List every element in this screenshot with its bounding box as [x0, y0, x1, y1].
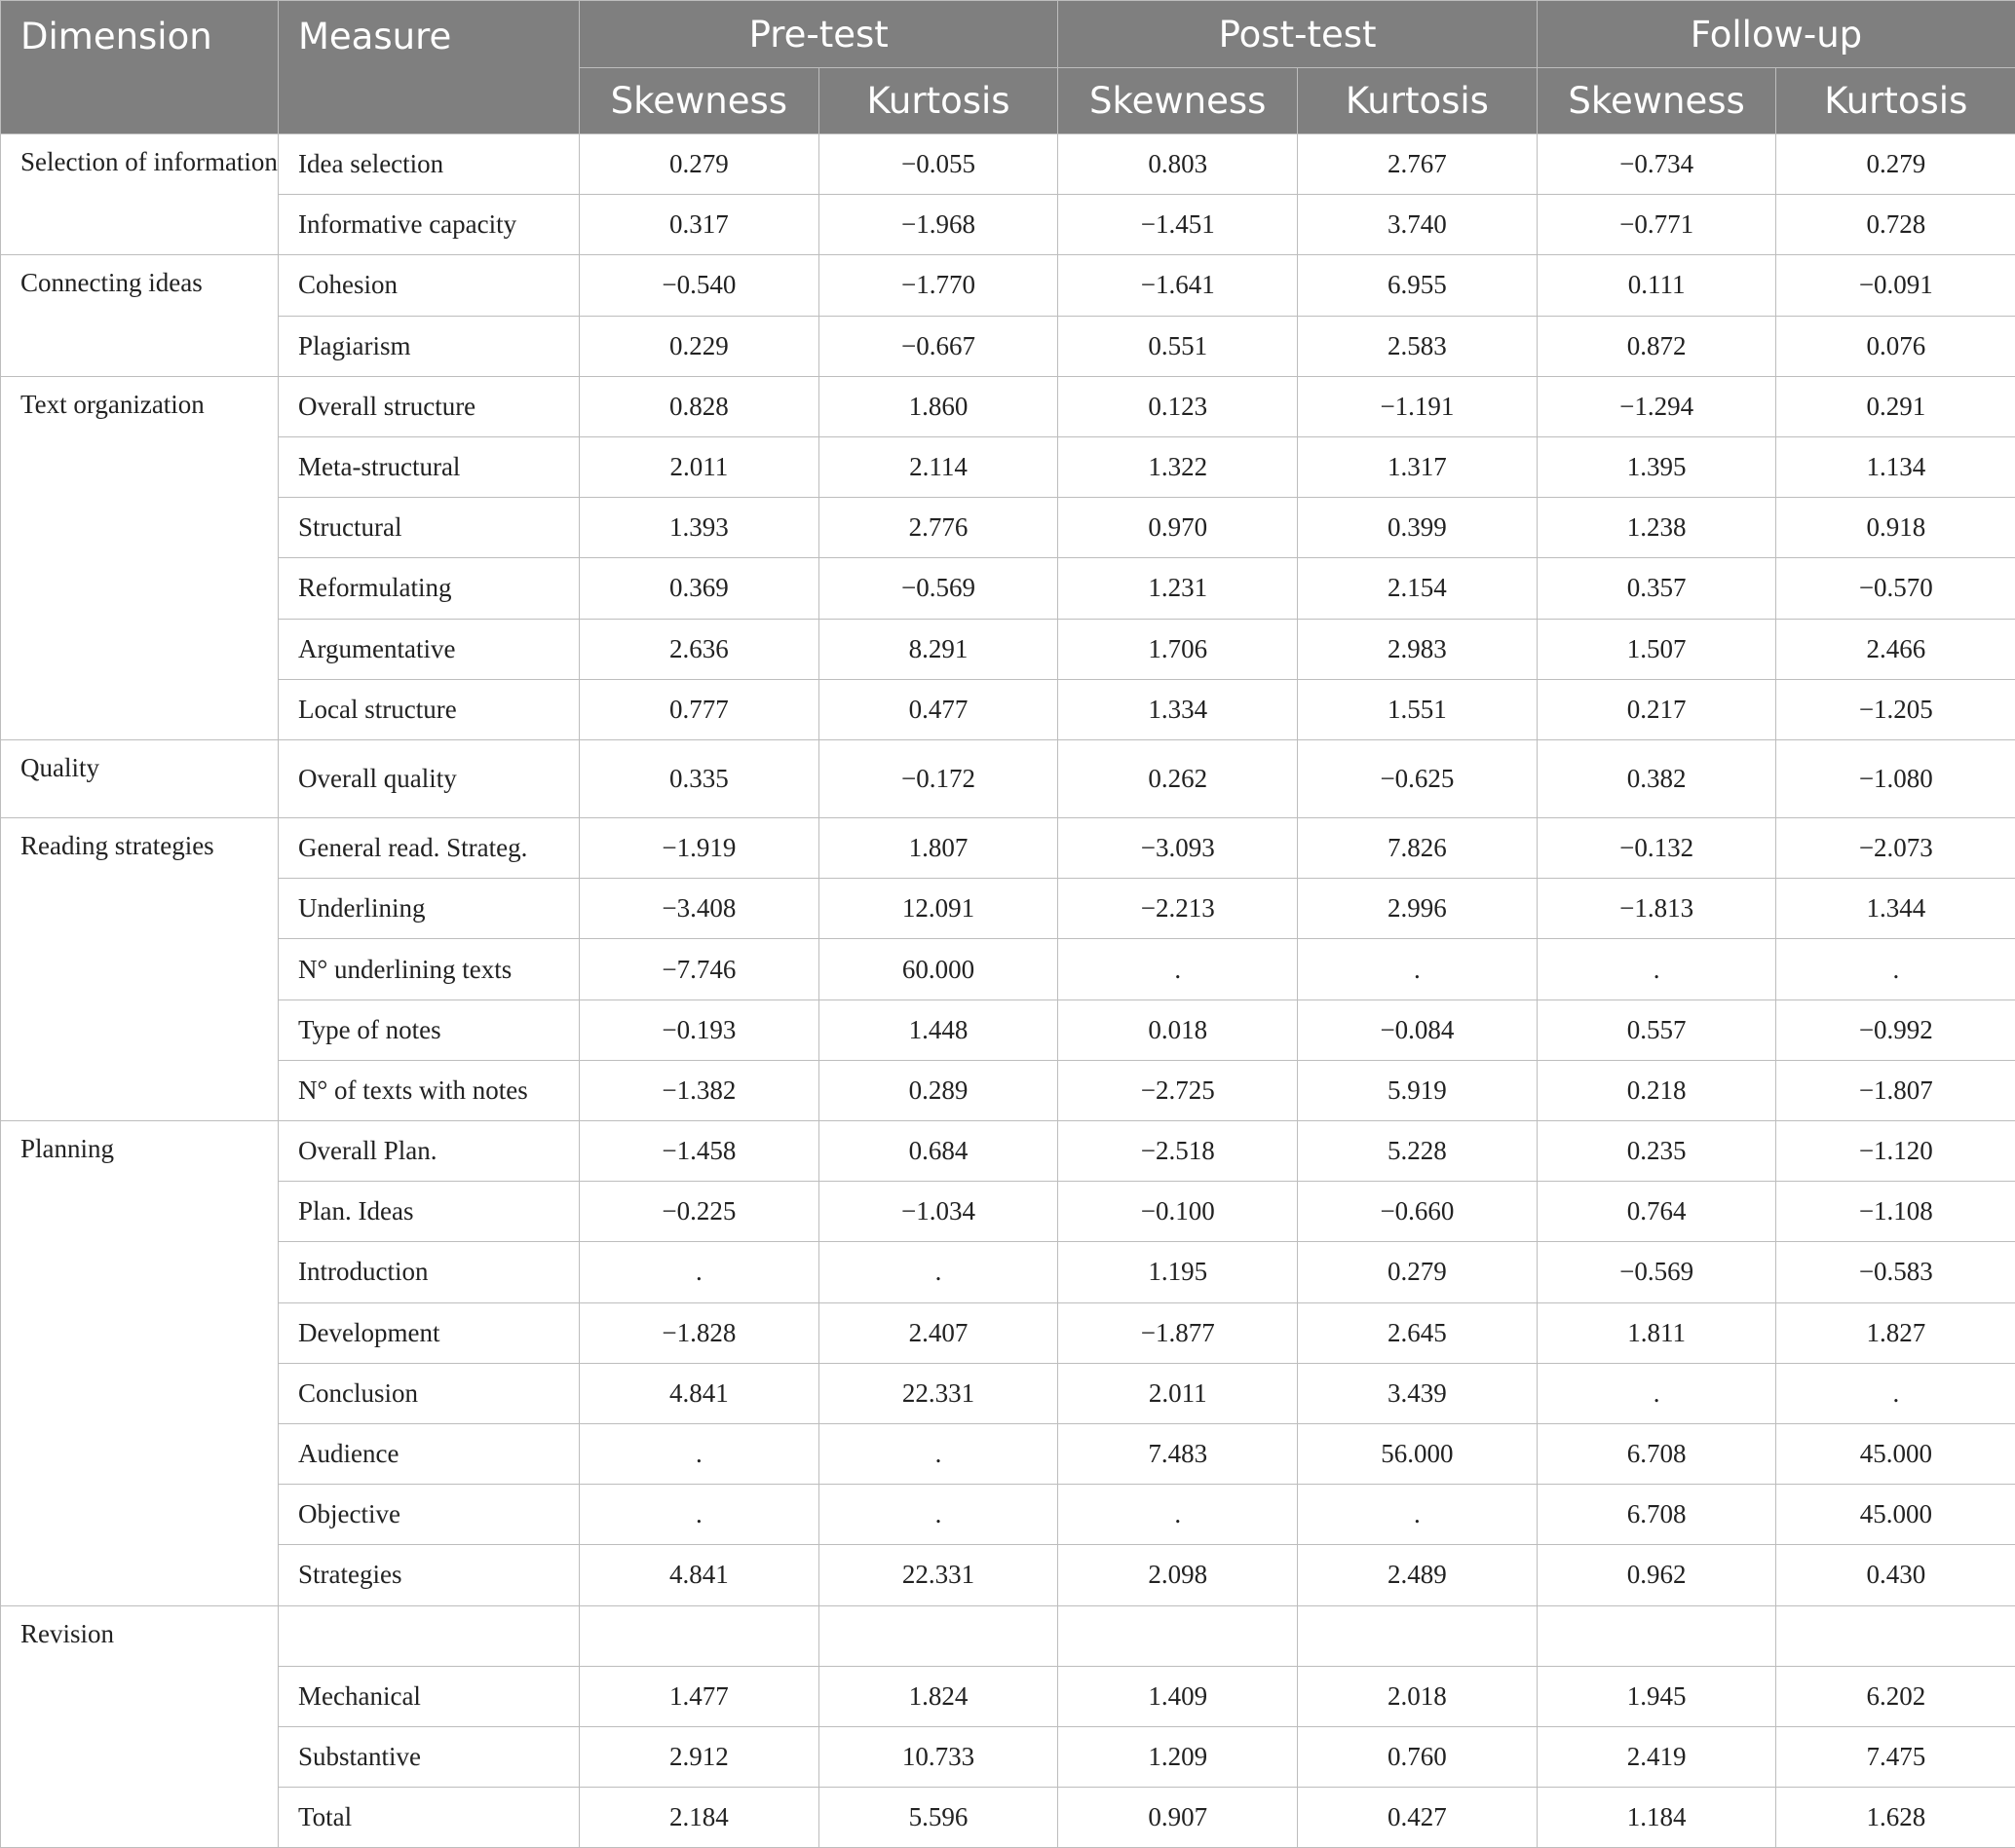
value-cell: −0.734 [1537, 134, 1776, 195]
value-cell: −1.120 [1776, 1121, 2015, 1182]
value-cell [818, 1605, 1058, 1666]
table-row [1, 1060, 2015, 1120]
value-cell: −0.193 [580, 999, 819, 1060]
value-cell: −2.213 [1058, 879, 1298, 939]
value-cell: 0.551 [1058, 316, 1298, 376]
value-cell: −1.813 [1537, 879, 1776, 939]
table-row [1, 939, 2015, 999]
value-cell [580, 1605, 819, 1666]
value-cell: −1.451 [1058, 195, 1298, 255]
measure-cell: Plagiarism [279, 316, 580, 376]
value-cell: 1.134 [1776, 436, 2015, 497]
table-row [1, 1726, 2015, 1787]
measure-cell: Overall Plan. [279, 1121, 580, 1182]
value-cell: 7.475 [1776, 1726, 2015, 1787]
value-cell: −0.172 [818, 739, 1058, 817]
value-cell: 1.945 [1537, 1666, 1776, 1726]
table-row [1, 436, 2015, 497]
value-cell: 3.740 [1298, 195, 1538, 255]
table-row [1, 1605, 2015, 1666]
value-cell: 1.195 [1058, 1242, 1298, 1302]
value-cell: 5.596 [818, 1788, 1058, 1848]
value-cell: −0.091 [1776, 255, 2015, 316]
measure-cell: Structural [279, 498, 580, 558]
value-cell: . [1298, 939, 1538, 999]
value-cell: 1.811 [1537, 1302, 1776, 1363]
table-row [1, 498, 2015, 558]
measure-cell: Informative capacity [279, 195, 580, 255]
measure-cell: Cohesion [279, 255, 580, 316]
value-cell: −1.080 [1776, 739, 2015, 817]
measure-cell: N° of texts with notes [279, 1060, 580, 1120]
measure-cell: Type of notes [279, 999, 580, 1060]
value-cell: 0.962 [1537, 1545, 1776, 1605]
value-cell: 1.393 [580, 498, 819, 558]
table-row [1, 1302, 2015, 1363]
measure-cell: Mechanical [279, 1666, 580, 1726]
table-row [1, 818, 2015, 879]
value-cell: 0.777 [580, 679, 819, 739]
value-cell: −1.108 [1776, 1182, 2015, 1242]
header-group-post-test: Post-test [1058, 1, 1537, 68]
value-cell: . [1058, 939, 1298, 999]
value-cell: 0.399 [1298, 498, 1538, 558]
dimension-label: Planning [20, 1124, 278, 1174]
table-row [1, 195, 2015, 255]
value-cell [1537, 1605, 1776, 1666]
table-row [1, 1485, 2015, 1545]
table-row [1, 1363, 2015, 1423]
value-cell: −1.919 [580, 818, 819, 879]
value-cell: −7.746 [580, 939, 819, 999]
value-cell: 7.826 [1298, 818, 1538, 879]
value-cell: −0.660 [1298, 1182, 1538, 1242]
value-cell: 0.760 [1298, 1726, 1538, 1787]
value-cell: −3.093 [1058, 818, 1298, 879]
value-cell: −0.132 [1537, 818, 1776, 879]
value-cell: 5.919 [1298, 1060, 1538, 1120]
value-cell: 1.317 [1298, 436, 1538, 497]
measure-cell: Audience [279, 1423, 580, 1484]
header-group-pre-test: Pre-test [580, 1, 1058, 68]
value-cell: 0.728 [1776, 195, 2015, 255]
header-measure: Measure [279, 1, 580, 134]
dimension-label: Connecting ideas [20, 258, 278, 308]
value-cell: 0.235 [1537, 1121, 1776, 1182]
measure-cell: Total [279, 1788, 580, 1848]
value-cell: 1.706 [1058, 619, 1298, 679]
value-cell: 0.803 [1058, 134, 1298, 195]
value-cell: . [818, 1423, 1058, 1484]
value-cell: 2.419 [1537, 1726, 1776, 1787]
header-sub-kurtosis: Kurtosis [1298, 68, 1538, 134]
measure-cell: Overall structure [279, 376, 580, 436]
value-cell: 2.996 [1298, 879, 1538, 939]
dimension-cell [1, 818, 279, 1121]
value-cell: 0.557 [1537, 999, 1776, 1060]
table-row [1, 1182, 2015, 1242]
value-cell: 0.229 [580, 316, 819, 376]
dimension-cell [1, 255, 279, 376]
value-cell: −0.569 [818, 558, 1058, 619]
header-sub-kurtosis: Kurtosis [1776, 68, 2015, 134]
value-cell: . [818, 1242, 1058, 1302]
value-cell: −2.073 [1776, 818, 2015, 879]
value-cell: −1.807 [1776, 1060, 2015, 1120]
dimension-cell [1, 134, 279, 255]
dimension-label: Quality [20, 743, 278, 793]
value-cell: 22.331 [818, 1363, 1058, 1423]
value-cell: 22.331 [818, 1545, 1058, 1605]
table-row [1, 999, 2015, 1060]
value-cell: 0.217 [1537, 679, 1776, 739]
table-row [1, 558, 2015, 619]
measure-cell: General read. Strateg. [279, 818, 580, 879]
value-cell: 2.018 [1298, 1666, 1538, 1726]
value-cell: 0.111 [1537, 255, 1776, 316]
dimension-cell [1, 1121, 279, 1606]
value-cell: 1.395 [1537, 436, 1776, 497]
value-cell: 0.684 [818, 1121, 1058, 1182]
value-cell [1776, 1605, 2015, 1666]
value-cell: 1.238 [1537, 498, 1776, 558]
value-cell: 2.645 [1298, 1302, 1538, 1363]
value-cell: 0.382 [1537, 739, 1776, 817]
header-group-follow-up: Follow-up [1537, 1, 2015, 68]
measure-cell: Underlining [279, 879, 580, 939]
value-cell: −1.034 [818, 1182, 1058, 1242]
value-cell: −3.408 [580, 879, 819, 939]
measure-cell: Idea selection [279, 134, 580, 195]
value-cell: 0.291 [1776, 376, 2015, 436]
value-cell: 0.477 [818, 679, 1058, 739]
value-cell: 1.507 [1537, 619, 1776, 679]
measure-cell: Objective [279, 1485, 580, 1545]
value-cell: 0.018 [1058, 999, 1298, 1060]
value-cell: 4.841 [580, 1545, 819, 1605]
measure-cell: Plan. Ideas [279, 1182, 580, 1242]
value-cell: −1.877 [1058, 1302, 1298, 1363]
value-cell: 1.551 [1298, 679, 1538, 739]
value-cell: 12.091 [818, 879, 1058, 939]
table-row [1, 739, 2015, 817]
measure-cell: Argumentative [279, 619, 580, 679]
value-cell: 2.983 [1298, 619, 1538, 679]
value-cell: 8.291 [818, 619, 1058, 679]
value-cell: 0.279 [1776, 134, 2015, 195]
dimension-label: Reading strategies [20, 821, 278, 871]
measure-cell: Introduction [279, 1242, 580, 1302]
value-cell: −0.225 [580, 1182, 819, 1242]
table-row [1, 316, 2015, 376]
value-cell: 2.011 [1058, 1363, 1298, 1423]
value-cell: 6.202 [1776, 1666, 2015, 1726]
value-cell: 60.000 [818, 939, 1058, 999]
value-cell: 1.231 [1058, 558, 1298, 619]
measure-cell: Overall quality [279, 739, 580, 817]
value-cell: 2.098 [1058, 1545, 1298, 1605]
value-cell: . [1298, 1485, 1538, 1545]
value-cell: 1.344 [1776, 879, 2015, 939]
value-cell: −1.968 [818, 195, 1058, 255]
value-cell: −0.992 [1776, 999, 2015, 1060]
table-row [1, 134, 2015, 195]
table-row [1, 619, 2015, 679]
measure-cell: Reformulating [279, 558, 580, 619]
value-cell: 1.628 [1776, 1788, 2015, 1848]
value-cell: 2.583 [1298, 316, 1538, 376]
dimension-label: Selection of information [20, 137, 278, 187]
value-cell: 0.907 [1058, 1788, 1298, 1848]
value-cell: −0.084 [1298, 999, 1538, 1060]
value-cell: −0.625 [1298, 739, 1538, 817]
value-cell: −0.540 [580, 255, 819, 316]
value-cell: 1.334 [1058, 679, 1298, 739]
value-cell: −0.100 [1058, 1182, 1298, 1242]
value-cell: −1.641 [1058, 255, 1298, 316]
table-body [1, 134, 2015, 1848]
value-cell: 0.317 [580, 195, 819, 255]
value-cell: 5.228 [1298, 1121, 1538, 1182]
value-cell: 0.970 [1058, 498, 1298, 558]
value-cell: −1.770 [818, 255, 1058, 316]
value-cell: 7.483 [1058, 1423, 1298, 1484]
header-sub-kurtosis: Kurtosis [818, 68, 1058, 134]
measure-cell: Conclusion [279, 1363, 580, 1423]
header-sub-skewness: Skewness [1058, 68, 1298, 134]
value-cell: 2.767 [1298, 134, 1538, 195]
table-row [1, 879, 2015, 939]
value-cell: . [1776, 1363, 2015, 1423]
value-cell: 0.123 [1058, 376, 1298, 436]
value-cell: 1.184 [1537, 1788, 1776, 1848]
value-cell: −1.294 [1537, 376, 1776, 436]
value-cell: 1.807 [818, 818, 1058, 879]
measure-cell: N° underlining texts [279, 939, 580, 999]
value-cell: 10.733 [818, 1726, 1058, 1787]
value-cell [1058, 1605, 1298, 1666]
table-row [1, 1545, 2015, 1605]
value-cell: −0.771 [1537, 195, 1776, 255]
value-cell: . [580, 1423, 819, 1484]
value-cell: 1.409 [1058, 1666, 1298, 1726]
value-cell: −2.725 [1058, 1060, 1298, 1120]
header-sub-skewness: Skewness [580, 68, 819, 134]
value-cell: 0.076 [1776, 316, 2015, 376]
value-cell: 0.289 [818, 1060, 1058, 1120]
value-cell: 4.841 [580, 1363, 819, 1423]
table-row [1, 1242, 2015, 1302]
value-cell: 6.708 [1537, 1485, 1776, 1545]
value-cell: −0.570 [1776, 558, 2015, 619]
measure-cell [279, 1605, 580, 1666]
value-cell: 2.636 [580, 619, 819, 679]
value-cell: −2.518 [1058, 1121, 1298, 1182]
value-cell: . [1537, 939, 1776, 999]
measure-cell: Development [279, 1302, 580, 1363]
value-cell: 0.828 [580, 376, 819, 436]
value-cell: −0.569 [1537, 1242, 1776, 1302]
value-cell: . [1776, 939, 2015, 999]
value-cell: 1.209 [1058, 1726, 1298, 1787]
table-row [1, 1423, 2015, 1484]
value-cell: 2.184 [580, 1788, 819, 1848]
value-cell: 0.764 [1537, 1182, 1776, 1242]
dimension-label: Text organization [20, 380, 278, 430]
measure-cell: Meta-structural [279, 436, 580, 497]
value-cell: . [1058, 1485, 1298, 1545]
table-row [1, 679, 2015, 739]
value-cell: −1.205 [1776, 679, 2015, 739]
value-cell: −1.458 [580, 1121, 819, 1182]
table-header [1, 1, 2015, 134]
value-cell: 0.427 [1298, 1788, 1538, 1848]
value-cell: −0.667 [818, 316, 1058, 376]
value-cell: 45.000 [1776, 1485, 2015, 1545]
value-cell: 0.918 [1776, 498, 2015, 558]
value-cell: 1.477 [580, 1666, 819, 1726]
value-cell: 1.322 [1058, 436, 1298, 497]
value-cell: 1.448 [818, 999, 1058, 1060]
value-cell: 45.000 [1776, 1423, 2015, 1484]
table-row [1, 1121, 2015, 1182]
value-cell: 0.430 [1776, 1545, 2015, 1605]
value-cell: 0.357 [1537, 558, 1776, 619]
value-cell: 56.000 [1298, 1423, 1538, 1484]
value-cell: 2.154 [1298, 558, 1538, 619]
dimension-cell [1, 1605, 279, 1848]
table-row [1, 376, 2015, 436]
value-cell: −1.382 [580, 1060, 819, 1120]
value-cell: 0.218 [1537, 1060, 1776, 1120]
table-row [1, 1788, 2015, 1848]
value-cell: −1.191 [1298, 376, 1538, 436]
value-cell: 2.466 [1776, 619, 2015, 679]
value-cell: 1.860 [818, 376, 1058, 436]
value-cell: 2.114 [818, 436, 1058, 497]
value-cell: 1.824 [818, 1666, 1058, 1726]
header-dimension: Dimension [1, 1, 279, 134]
dimension-cell [1, 376, 279, 739]
value-cell: −1.828 [580, 1302, 819, 1363]
value-cell: 0.872 [1537, 316, 1776, 376]
measure-cell: Strategies [279, 1545, 580, 1605]
value-cell: 0.262 [1058, 739, 1298, 817]
value-cell: . [818, 1485, 1058, 1545]
table-row [1, 255, 2015, 316]
table-row [1, 1666, 2015, 1726]
value-cell: . [580, 1242, 819, 1302]
value-cell: 0.335 [580, 739, 819, 817]
value-cell: 2.776 [818, 498, 1058, 558]
value-cell: 2.912 [580, 1726, 819, 1787]
value-cell: . [1537, 1363, 1776, 1423]
value-cell: 1.827 [1776, 1302, 2015, 1363]
value-cell: 0.279 [580, 134, 819, 195]
value-cell: 0.279 [1298, 1242, 1538, 1302]
value-cell [1298, 1605, 1538, 1666]
value-cell: . [580, 1485, 819, 1545]
value-cell: 2.011 [580, 436, 819, 497]
value-cell: 0.369 [580, 558, 819, 619]
measure-cell: Substantive [279, 1726, 580, 1787]
header-sub-skewness: Skewness [1537, 68, 1776, 134]
value-cell: −0.055 [818, 134, 1058, 195]
dimension-label: Revision [20, 1609, 278, 1659]
value-cell: 6.708 [1537, 1423, 1776, 1484]
value-cell: 2.489 [1298, 1545, 1538, 1605]
dimension-cell [1, 739, 279, 817]
value-cell: 6.955 [1298, 255, 1538, 316]
value-cell: −0.583 [1776, 1242, 2015, 1302]
measure-cell: Local structure [279, 679, 580, 739]
value-cell: 2.407 [818, 1302, 1058, 1363]
value-cell: 3.439 [1298, 1363, 1538, 1423]
